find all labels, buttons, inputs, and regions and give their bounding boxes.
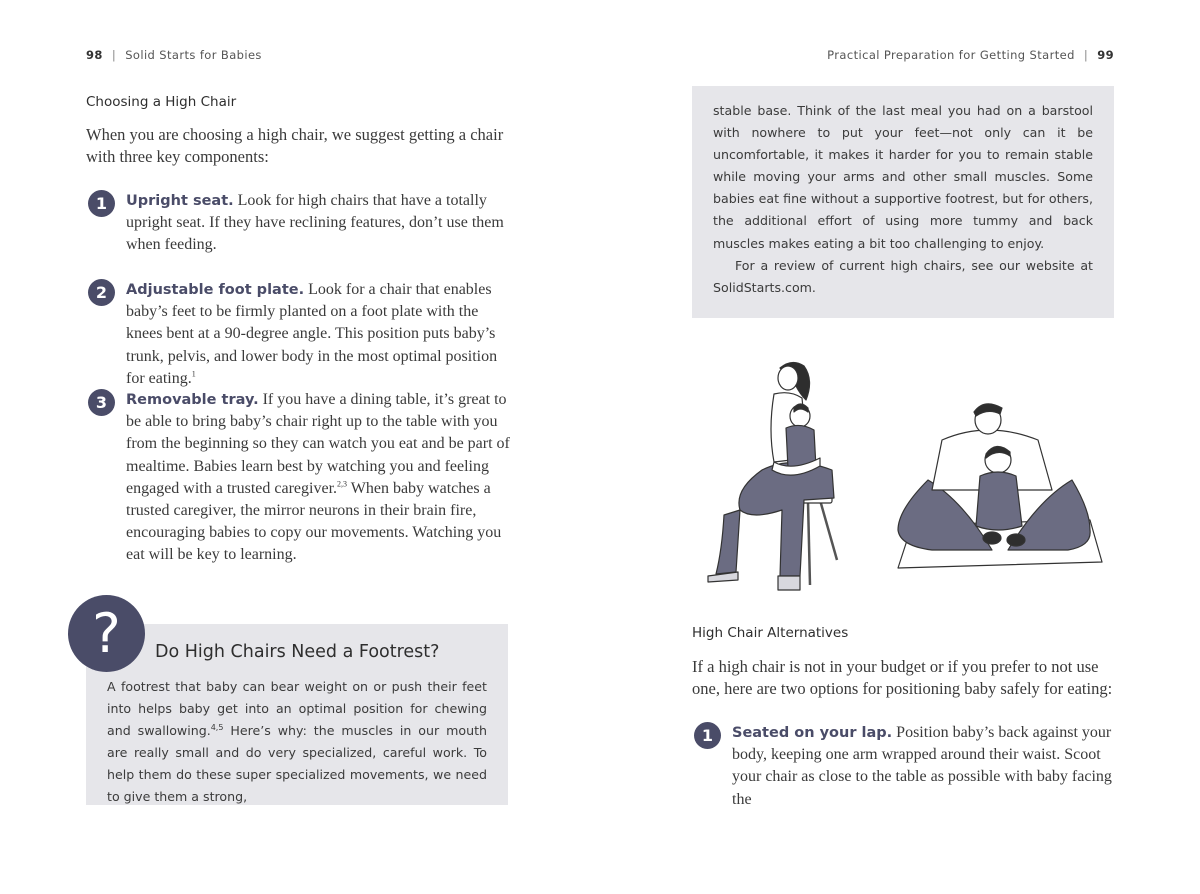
left-book-title: Solid Starts for Babies (125, 48, 262, 62)
item-title: Adjustable foot plate. (126, 282, 305, 298)
question-mark-icon: ? (68, 595, 145, 672)
item-title: Upright seat. (126, 193, 234, 209)
sidebar-title: Do High Chairs Need a Footrest? (155, 642, 440, 662)
item-body: Look for a chair that enables baby’s feet to be firmly planted on a foot plate with the knees bent at a 90-degree angle. This position puts baby’s trunk, pelvis, and lower body in the most optimal position for eating. (126, 281, 498, 387)
number-badge: 1 (88, 190, 115, 217)
right-intro-paragraph: If a high chair is not in your budget or if you prefer to not use one, here are two options for positioning baby safely for eating: (692, 657, 1113, 698)
number-badge: 2 (88, 279, 115, 306)
left-page-number: 98 (86, 48, 103, 62)
high-chair-alternatives-illustration (692, 350, 1114, 600)
left-intro-paragraph: When you are choosing a high chair, we suggest getting a chair with three key components: (86, 125, 504, 166)
footrest-sidebar-continued-box (692, 86, 1114, 318)
left-running-head (86, 48, 262, 62)
item-body: Look for high chairs that have a totally upright seat. If they have reclining features, don’t use them when feeding. (126, 192, 504, 254)
footnote-ref: 1 (191, 369, 196, 379)
item-body: If you have a dining table, it’s great to be able to bring baby’s chair right up to the table with you from the beginning so they can watch you eat and be part of mealtime. Babies learn best by watching you and feeling engaged with a trusted caregiver. (126, 391, 510, 497)
section-heading-choosing-high-chair: Choosing a High Chair (86, 94, 237, 110)
item-body-cont: When baby watches a trusted caregiver, the mirror neurons in their brain fire, encouraging babies to copy our movements. Watching you eat will be key to learning. (126, 479, 502, 564)
header-separator: | (111, 48, 117, 62)
item-title: Removable tray. (126, 392, 259, 408)
footrest-sidebar-box (86, 624, 508, 805)
right-chapter-title: Practical Preparation for Getting Started (827, 48, 1075, 62)
right-page-number: 99 (1097, 48, 1114, 62)
caregiver-with-baby-on-floor-illustration (898, 404, 1102, 568)
list-item-upright-seat (86, 190, 516, 257)
right-running-head (827, 48, 1114, 62)
footnote-ref: 2,3 (337, 479, 348, 489)
number-badge: 1 (694, 722, 721, 749)
item-title: Seated on your lap. (732, 725, 893, 741)
header-separator: | (1083, 48, 1089, 62)
list-item-removable-tray (86, 389, 516, 567)
footnote-ref: 4,5 (210, 723, 224, 732)
list-item-adjustable-foot-plate (86, 279, 516, 390)
list-item-seated-on-lap (692, 722, 1116, 811)
item-body: Position baby’s back against your body, keeping one arm wrapped around their waist. Scoot your chair as close to the table as possible with baby facing the (732, 724, 1112, 808)
number-badge: 3 (88, 389, 115, 416)
caregiver-with-baby-on-stool-illustration (708, 362, 837, 590)
section-heading-high-chair-alternatives: High Chair Alternatives (692, 625, 849, 641)
sidebar-body: A footrest that baby can bear weight on or push their feet into helps baby get into an optimal position for chewing and swallowing.$^{4,5}$ Here’s why: the muscles in our mouth are really small and do very specialized, careful work. To help them do these super specialized movements, we need to give them a strong, (107, 679, 487, 805)
sidebar-continued-body: stable base. Think of the last meal you had on a barstool with nowhere to put your feet—not only can it be uncomfortable, it makes it harder for you to remain stable while moving your arms and other small muscles. Some babies eat fine without a supportive footrest, but for others, the additional effort of using more tummy and back muscles makes eating a bit too challenging to enjoy. For a review of current high chairs, see our website at SolidStarts.com. (713, 103, 1093, 295)
